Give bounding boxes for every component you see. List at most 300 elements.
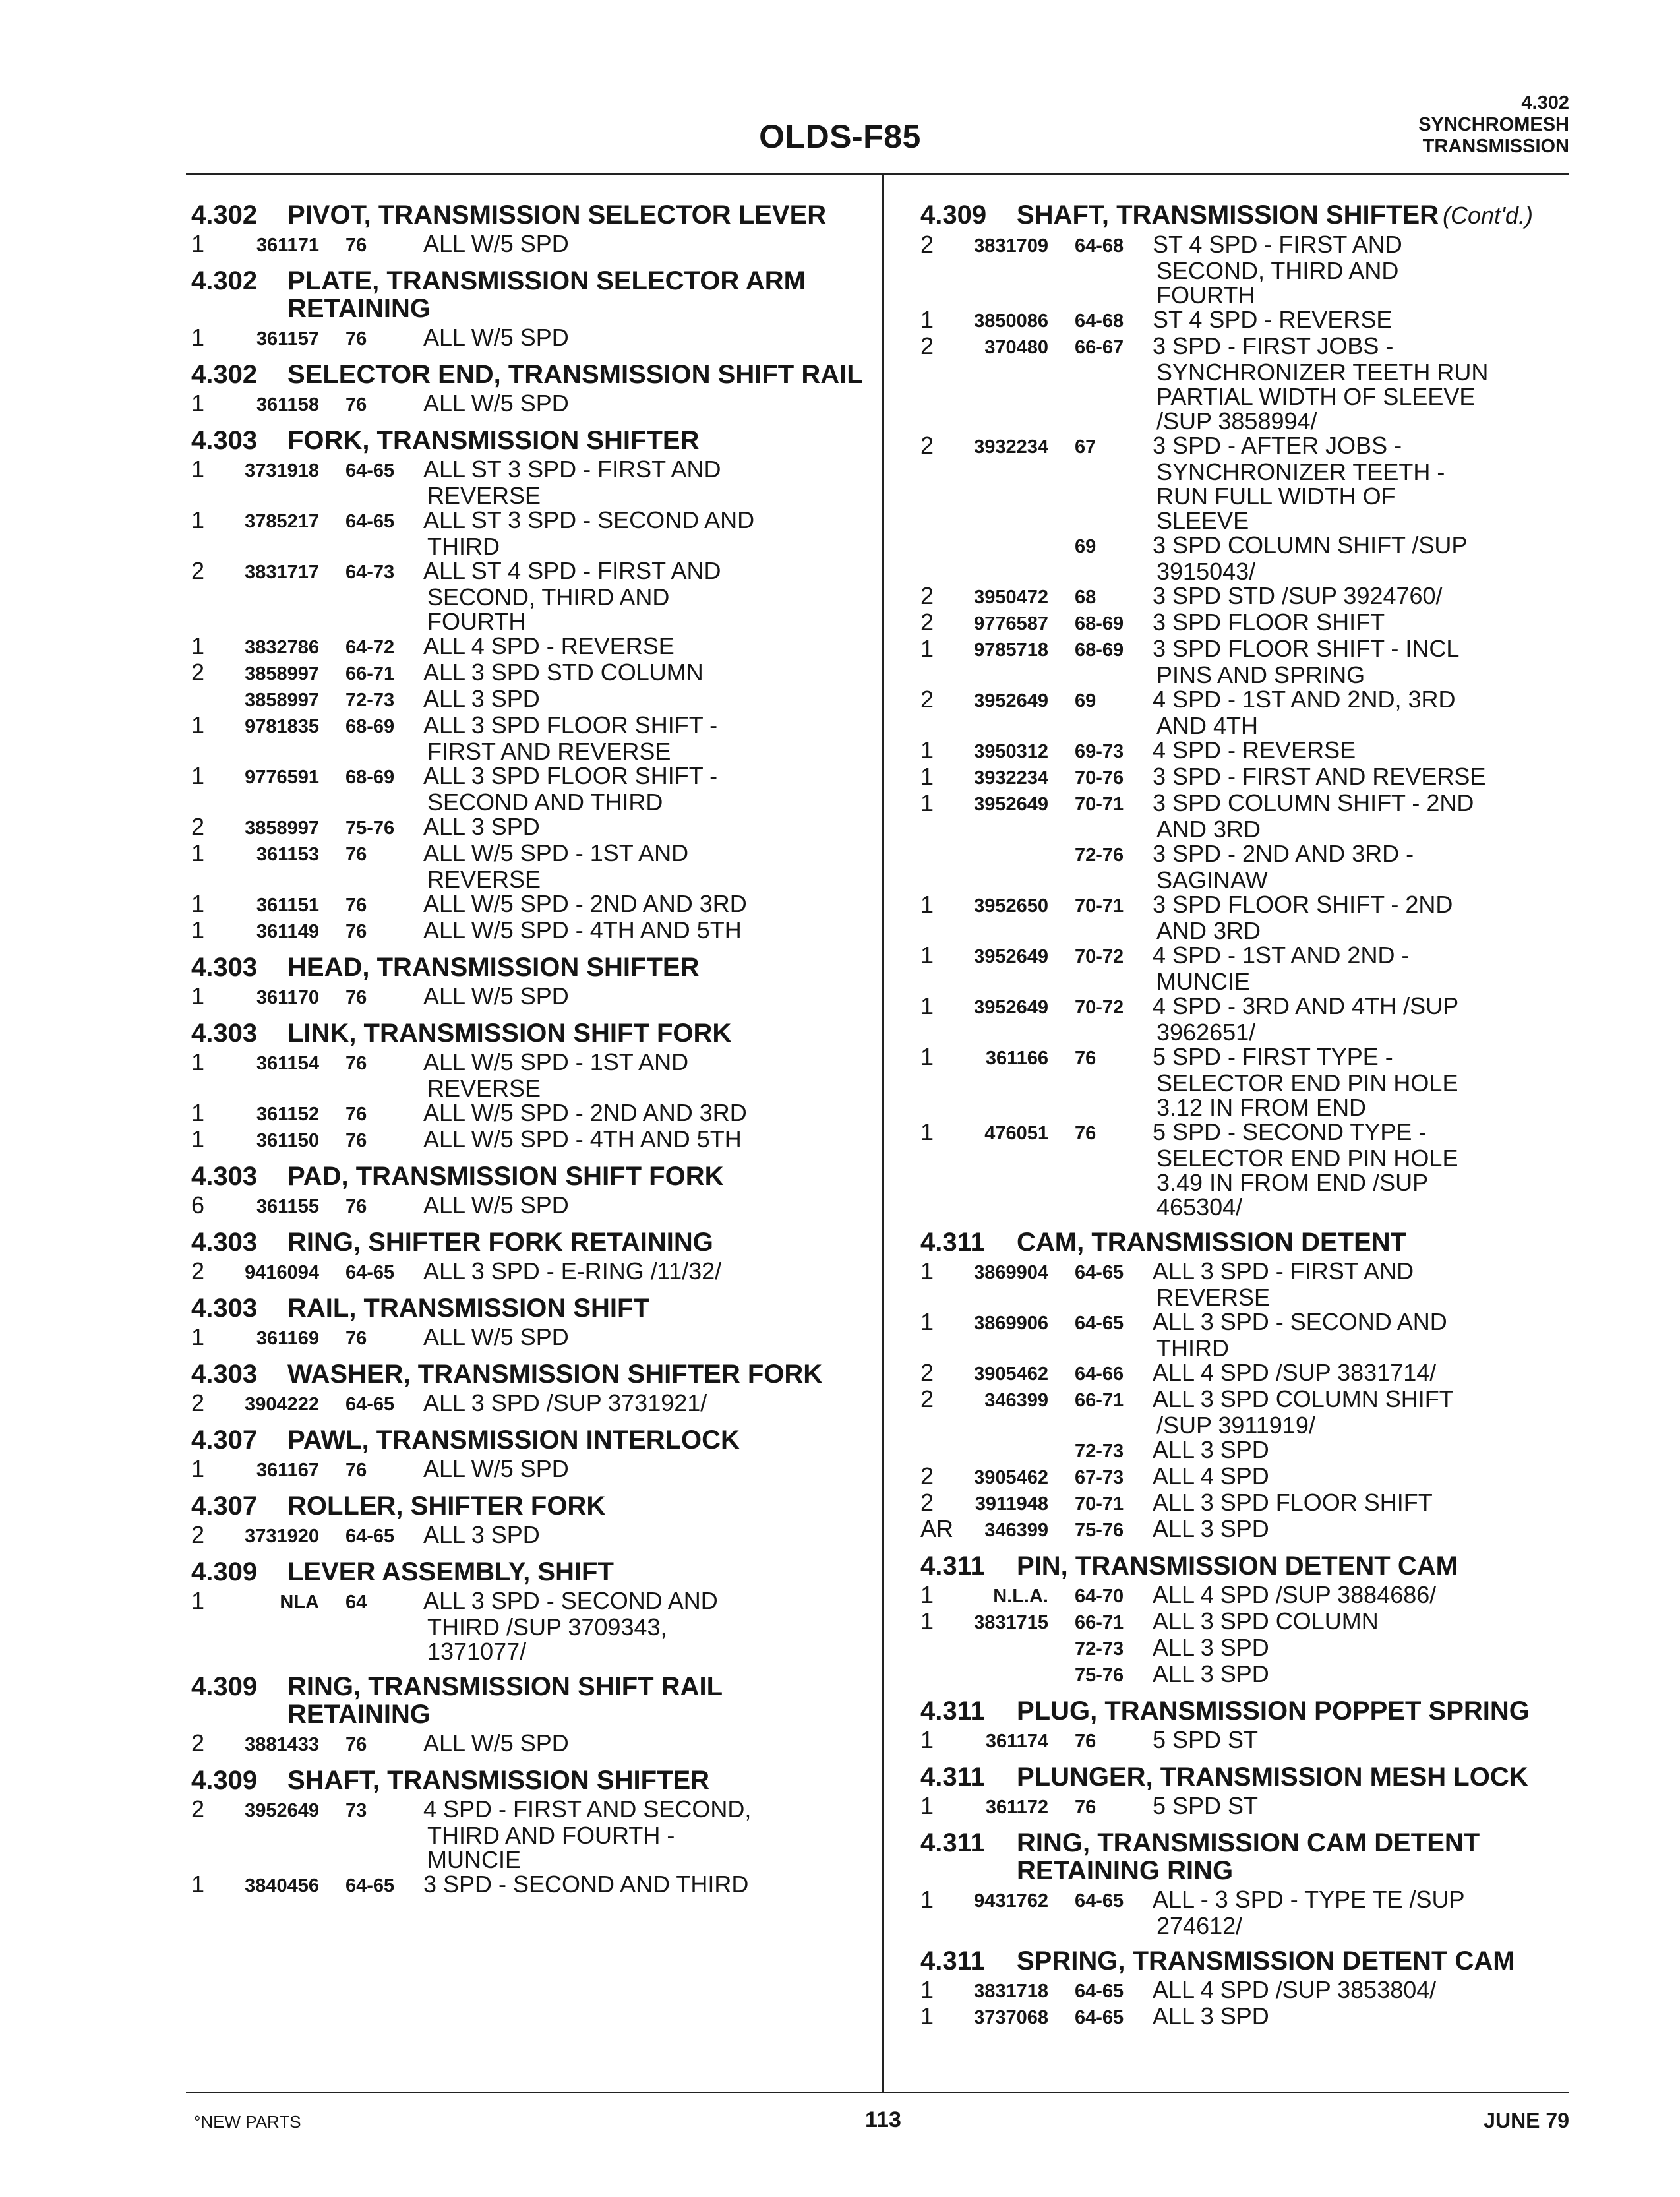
- part-row: [920, 1635, 1580, 1662]
- section-number: 4.311: [920, 1697, 985, 1726]
- part-row: [920, 1582, 1580, 1609]
- part-row: [191, 558, 864, 585]
- part-number-empty: [237, 790, 319, 814]
- part-description: ALL 4 SPD /SUP 3853804/: [1153, 1976, 1437, 2003]
- part-row: [920, 663, 1580, 687]
- section-title: [287, 1228, 864, 1256]
- part-number-empty: [967, 1913, 1048, 1938]
- part-row: [920, 1120, 1580, 1146]
- section-name-line-1: SYNCHROMESH: [1418, 114, 1569, 135]
- quantity: 1: [191, 711, 205, 738]
- part-description-continued: 3.49 IN FROM END /SUP: [1156, 1169, 1429, 1196]
- part-row: [920, 508, 1580, 533]
- part-description: 3 SPD - FIRST JOBS -: [1153, 332, 1394, 359]
- part-row: [920, 258, 1580, 283]
- part-row: [920, 994, 1580, 1020]
- part-row: [920, 1360, 1580, 1387]
- part-description: 4 SPD - 1ST AND 2ND, 3RD: [1153, 686, 1456, 713]
- part-row: [920, 1387, 1580, 1413]
- model-years-empty: [1048, 360, 1134, 384]
- part-description-continued: SELECTOR END PIN HOLE: [1156, 1145, 1458, 1172]
- part-number-empty: [237, 585, 319, 609]
- part-row: [920, 791, 1580, 817]
- quantity: 1: [191, 230, 205, 257]
- quantity-empty: [920, 969, 967, 994]
- part-row: [920, 460, 1580, 484]
- part-number-empty: [967, 713, 1048, 738]
- model-years: 68: [1075, 587, 1096, 608]
- part-description-continued: THIRD: [427, 533, 500, 560]
- section-title-text: LEVER ASSEMBLY, SHIFT: [287, 1557, 614, 1586]
- parts-section: [191, 1294, 864, 1351]
- model-years: 76: [345, 1196, 367, 1217]
- model-years: 70-76: [1075, 767, 1124, 789]
- section-title-text: SHAFT, TRANSMISSION SHIFTER: [1017, 200, 1439, 229]
- part-row: [920, 1071, 1580, 1095]
- section-heading: [920, 1228, 1580, 1256]
- part-description-continued: FIRST AND REVERSE: [427, 738, 671, 765]
- section-title: [287, 1162, 864, 1190]
- part-description: ALL 3 SPD: [1153, 1660, 1269, 1687]
- part-number-empty: [237, 1615, 319, 1639]
- part-number: 9431762: [974, 1890, 1048, 1911]
- section-title-text: RING, TRANSMISSION CAM DETENT RETAINING RING: [1017, 1828, 1480, 1885]
- part-number: 3831718: [974, 1981, 1048, 2002]
- part-number: 361150: [256, 1130, 319, 1151]
- quantity: 1: [920, 1308, 934, 1335]
- quantity-empty: [920, 258, 967, 283]
- parts-section: [191, 267, 864, 351]
- part-description: 3 SPD COLUMN SHIFT /SUP: [1153, 531, 1468, 558]
- part-number-empty: [967, 508, 1048, 533]
- part-row: [920, 232, 1580, 258]
- part-number: 3869906: [974, 1313, 1048, 1334]
- part-number-empty: [967, 384, 1048, 409]
- part-description: ALL 3 SPD - E-RING /11/32/: [423, 1257, 722, 1284]
- part-number: 361166: [985, 1048, 1048, 1069]
- part-number: 370480: [984, 337, 1048, 358]
- quantity: 1: [920, 942, 934, 969]
- part-number: 3950312: [974, 741, 1048, 762]
- part-number: 3904222: [245, 1394, 319, 1415]
- column-divider: [882, 173, 884, 2092]
- part-number: 3831717: [245, 562, 319, 583]
- part-number-empty: [237, 1823, 319, 1848]
- quantity-empty: [920, 283, 967, 307]
- part-row: [191, 1588, 864, 1615]
- section-title-text: PLATE, TRANSMISSION SELECTOR ARM RETAINING: [287, 266, 806, 323]
- quantity: 1: [191, 839, 205, 866]
- section-title: [1017, 1552, 1580, 1580]
- section-title-text: WASHER, TRANSMISSION SHIFTER FORK: [287, 1360, 823, 1389]
- section-number: 4.302: [191, 360, 258, 389]
- model-years: 64-65: [1075, 1981, 1124, 2002]
- quantity-empty: [191, 1823, 237, 1848]
- part-number-empty: [237, 739, 319, 764]
- section-number: 4.303: [191, 1019, 258, 1048]
- section-heading: [920, 1763, 1580, 1791]
- section-heading: [191, 1162, 864, 1190]
- section-number: 4.311: [920, 1551, 985, 1580]
- part-description: ALL 3 SPD COLUMN SHIFT: [1153, 1385, 1454, 1412]
- part-number: 9785718: [974, 640, 1048, 661]
- model-years: 76: [345, 987, 367, 1008]
- part-description: ALL 3 SPD: [1153, 1436, 1269, 1463]
- model-years: 67-73: [1075, 1467, 1124, 1488]
- part-number: 361171: [256, 235, 319, 256]
- quantity-empty: [920, 460, 967, 484]
- part-description: ALL 3 SPD FLOOR SHIFT -: [423, 711, 718, 738]
- model-years: 64-65: [1075, 1313, 1124, 1334]
- part-description: 5 SPD ST: [1153, 1726, 1259, 1753]
- model-years: 66-71: [345, 663, 395, 684]
- part-number: [967, 533, 1048, 559]
- quantity: 2: [191, 1795, 205, 1822]
- part-row: [920, 817, 1580, 841]
- section-title: [287, 1558, 864, 1586]
- right-column: [920, 201, 1580, 2037]
- quantity: 2: [191, 813, 205, 840]
- part-number: 361157: [256, 328, 319, 349]
- part-description: ALL - 3 SPD - TYPE TE /SUP: [1153, 1886, 1465, 1913]
- model-years-empty: [319, 739, 405, 764]
- quantity-empty: [191, 867, 237, 891]
- model-years-empty: [1048, 484, 1134, 508]
- part-description: ALL 3 SPD: [423, 813, 540, 840]
- model-years: 76: [345, 1460, 367, 1481]
- part-number: 361151: [256, 895, 319, 916]
- model-years: 66-67: [1075, 337, 1124, 358]
- quantity: 1: [191, 456, 205, 483]
- part-row: [920, 1977, 1580, 2004]
- section-title: [287, 361, 864, 388]
- part-row: [920, 738, 1580, 764]
- part-description: ALL 3 SPD - SECOND AND: [423, 1587, 718, 1614]
- part-description-continued: SLEEVE: [1156, 507, 1249, 534]
- model-years: 68-69: [345, 767, 395, 788]
- quantity: 1: [920, 891, 934, 918]
- quantity: 2: [920, 1385, 934, 1412]
- section-title: [287, 1360, 864, 1388]
- model-years: 69: [1075, 690, 1096, 711]
- model-years: 68-69: [1075, 640, 1124, 661]
- section-title-text: CAM, TRANSMISSION DETENT: [1017, 1228, 1407, 1257]
- quantity: [191, 686, 237, 713]
- part-number: 476051: [984, 1123, 1048, 1144]
- model-years-empty: [1048, 868, 1134, 892]
- model-years-empty: [1048, 283, 1134, 307]
- part-description-continued: REVERSE: [427, 1075, 541, 1102]
- section-number: 4.309: [191, 1766, 258, 1795]
- model-years: 76: [1075, 1048, 1096, 1069]
- part-number: 3932234: [974, 767, 1048, 789]
- model-years: 76: [345, 328, 367, 349]
- model-years-empty: [1048, 918, 1134, 943]
- model-years-empty: [319, 1823, 405, 1848]
- model-years: 64-66: [1075, 1364, 1124, 1385]
- part-description: 3 SPD - SECOND AND THIRD: [423, 1871, 749, 1898]
- model-years: 76: [1075, 1123, 1096, 1144]
- model-years-empty: [319, 1639, 405, 1664]
- model-years: 64-70: [1075, 1586, 1124, 1607]
- part-number: 3952649: [245, 1800, 319, 1821]
- part-number-empty: [967, 1285, 1048, 1309]
- part-number-empty: [967, 283, 1048, 307]
- part-row: [191, 814, 864, 841]
- part-row: [920, 943, 1580, 969]
- parts-section: [920, 1829, 1580, 1938]
- part-description-continued: SYNCHRONIZER TEETH -: [1156, 458, 1445, 485]
- part-row: [920, 892, 1580, 918]
- quantity-empty: [920, 1170, 967, 1195]
- quantity: [920, 841, 967, 868]
- model-years: 72-73: [345, 690, 395, 711]
- section-title-text: PLUG, TRANSMISSION POPPET SPRING: [1017, 1697, 1530, 1726]
- part-row: [920, 1095, 1580, 1120]
- part-description: ALL W/5 SPD - 2ND AND 3RD: [423, 1099, 747, 1126]
- part-number: 3737068: [974, 2007, 1048, 2028]
- part-description: ALL ST 3 SPD - SECOND AND: [423, 506, 755, 533]
- part-number-empty: [967, 1071, 1048, 1095]
- quantity: 1: [191, 1099, 205, 1126]
- part-row: [191, 891, 864, 918]
- parts-section: [191, 427, 864, 944]
- part-description-continued: SAGINAW: [1156, 866, 1268, 893]
- part-description: 3 SPD - FIRST AND REVERSE: [1153, 763, 1486, 790]
- part-description: ALL 3 SPD - SECOND AND: [1153, 1308, 1447, 1335]
- model-years-empty: [319, 609, 405, 634]
- section-title-text: PIVOT, TRANSMISSION SELECTOR LEVER: [287, 200, 827, 229]
- part-row: [920, 1517, 1580, 1543]
- model-years: 64-73: [345, 562, 395, 583]
- quantity: 1: [191, 506, 205, 533]
- part-row: [191, 1100, 864, 1127]
- section-title-text: RING, SHIFTER FORK RETAINING: [287, 1228, 713, 1257]
- part-row: [920, 1413, 1580, 1437]
- part-number: 361169: [256, 1328, 319, 1349]
- part-number-empty: [237, 1076, 319, 1100]
- part-description-continued: 274612/: [1156, 1912, 1243, 1939]
- section-title: [1017, 1697, 1580, 1725]
- part-row: [191, 483, 864, 508]
- part-number: [967, 1662, 1048, 1688]
- parts-section: [191, 1162, 864, 1219]
- quantity: 1: [920, 1976, 934, 2003]
- quantity-empty: [920, 1146, 967, 1170]
- part-description: ALL W/5 SPD: [423, 1455, 569, 1482]
- part-row: [191, 534, 864, 558]
- model-years-empty: [1048, 409, 1134, 433]
- section-heading: [920, 1552, 1580, 1580]
- model-years: 66-71: [1075, 1390, 1124, 1411]
- part-number: 3731920: [245, 1526, 319, 1547]
- model-years: 72-73: [1075, 1639, 1124, 1660]
- model-years: 64-65: [1075, 2007, 1124, 2028]
- part-description-continued: PARTIAL WIDTH OF SLEEVE: [1156, 383, 1476, 410]
- part-row: [191, 1848, 864, 1872]
- section-heading: [191, 1019, 864, 1047]
- section-number: 4.311: [920, 1762, 985, 1791]
- part-row: [920, 969, 1580, 994]
- part-description-continued: SECOND, THIRD AND: [427, 584, 670, 611]
- parts-section: [191, 1673, 864, 1757]
- part-number-empty: [967, 559, 1048, 584]
- model-years: 76: [345, 921, 367, 942]
- section-heading: [920, 1947, 1580, 1975]
- part-number: 3858997: [245, 690, 319, 711]
- part-row: [920, 1464, 1580, 1490]
- part-row: [191, 1797, 864, 1823]
- quantity-empty: [920, 918, 967, 943]
- section-name-line-2: TRANSMISSION: [1422, 136, 1569, 157]
- part-description: ALL W/5 SPD: [423, 1323, 569, 1350]
- part-description-continued: MUNCIE: [1156, 968, 1250, 995]
- part-description-continued: REVERSE: [427, 482, 541, 509]
- model-years-empty: [1048, 1913, 1134, 1938]
- section-heading: [191, 267, 864, 322]
- quantity: 1: [920, 992, 934, 1019]
- continued-label: (Cont'd.): [1443, 202, 1533, 229]
- part-number: [967, 1635, 1048, 1662]
- part-description: ALL 3 SPD FLOOR SHIFT -: [423, 762, 718, 789]
- part-row: [191, 686, 864, 713]
- parts-section: [191, 201, 864, 258]
- part-row: [191, 1639, 864, 1664]
- quantity-empty: [920, 663, 967, 687]
- model-years: 76: [345, 1053, 367, 1074]
- section-title-text: FORK, TRANSMISSION SHIFTER: [287, 426, 700, 455]
- part-row: [191, 764, 864, 790]
- model-years-empty: [1048, 1071, 1134, 1095]
- part-row: [920, 360, 1580, 384]
- part-row: [920, 1437, 1580, 1464]
- part-number: [967, 841, 1048, 868]
- section-title: [1017, 201, 1580, 229]
- part-number: 346399: [984, 1520, 1048, 1541]
- part-row: [191, 231, 864, 258]
- section-number: 4.303: [191, 1228, 258, 1257]
- section-title-text: LINK, TRANSMISSION SHIFT FORK: [287, 1019, 732, 1048]
- quantity: 1: [191, 324, 205, 351]
- section-title-text: RING, TRANSMISSION SHIFT RAIL RETAINING: [287, 1672, 723, 1729]
- quantity: 1: [191, 1455, 205, 1482]
- part-row: [920, 1020, 1580, 1044]
- quantity: 1: [920, 1118, 934, 1145]
- parts-section: [191, 1558, 864, 1664]
- part-row: [191, 1127, 864, 1153]
- part-description-continued: THIRD: [1156, 1335, 1229, 1362]
- quantity: 1: [191, 1126, 205, 1153]
- section-number: 4.309: [191, 1672, 258, 1701]
- part-number: 9416094: [245, 1262, 319, 1283]
- quantity-empty: [920, 559, 967, 584]
- section-heading: [191, 361, 864, 388]
- part-row: [920, 918, 1580, 943]
- model-years: 64-65: [345, 1394, 395, 1415]
- model-years-empty: [1048, 713, 1134, 738]
- part-description-continued: 1371077/: [427, 1638, 527, 1665]
- footer-note: °NEW PARTS: [194, 2112, 301, 2132]
- quantity: 2: [920, 1462, 934, 1490]
- part-row: [920, 868, 1580, 892]
- part-number: 3952650: [974, 895, 1048, 917]
- section-title: [287, 427, 864, 454]
- quantity: [920, 1437, 967, 1464]
- part-number: 361158: [256, 394, 319, 415]
- quantity: 1: [920, 1257, 934, 1284]
- model-years-empty: [319, 1615, 405, 1639]
- quantity: 2: [191, 1389, 205, 1416]
- part-description: ALL 3 SPD: [1153, 1515, 1269, 1542]
- part-number: 9776591: [245, 767, 319, 788]
- parts-section: [191, 361, 864, 417]
- quantity-empty: [920, 1095, 967, 1120]
- quantity-empty: [920, 1913, 967, 1938]
- part-number: 361174: [985, 1731, 1048, 1752]
- section-title-text: SHAFT, TRANSMISSION SHIFTER: [287, 1766, 710, 1795]
- model-years-empty: [1048, 460, 1134, 484]
- part-row: [920, 1146, 1580, 1170]
- publication-date: JUNE 79: [1484, 2109, 1569, 2132]
- section-title: [287, 1426, 864, 1454]
- quantity: 2: [920, 1489, 934, 1516]
- part-number: 361170: [256, 987, 319, 1008]
- part-row: [920, 764, 1580, 791]
- part-description-continued: /SUP 3858994/: [1156, 407, 1317, 435]
- part-row: [191, 1076, 864, 1100]
- section-heading: [191, 1673, 864, 1728]
- parts-section: [191, 1492, 864, 1549]
- model-years: 68-69: [1075, 613, 1124, 634]
- part-row: [920, 636, 1580, 663]
- model-years-empty: [1048, 1195, 1134, 1219]
- quantity: 2: [920, 231, 934, 258]
- section-heading: [191, 1766, 864, 1794]
- part-row: [920, 484, 1580, 508]
- part-description-continued: REVERSE: [427, 866, 541, 893]
- part-description: ALL 3 SPD - FIRST AND: [1153, 1257, 1414, 1284]
- section-number: 4.303: [191, 1360, 258, 1389]
- section-title: [287, 201, 864, 229]
- quantity: 1: [920, 1043, 934, 1070]
- quantity-empty: [191, 609, 237, 634]
- part-description-continued: SELECTOR END PIN HOLE: [1156, 1069, 1458, 1097]
- part-description: ALL W/5 SPD: [423, 982, 569, 1009]
- model-years: 76: [345, 394, 367, 415]
- model-years: 75-76: [1075, 1520, 1124, 1541]
- part-description-continued: MUNCIE: [427, 1846, 521, 1873]
- part-row: [920, 334, 1580, 360]
- part-description: ALL W/5 SPD - 4TH AND 5TH: [423, 1126, 742, 1153]
- part-number-empty: [967, 460, 1048, 484]
- model-years-empty: [1048, 1336, 1134, 1360]
- section-title: [1017, 1829, 1580, 1884]
- section-heading: [191, 1492, 864, 1520]
- part-description: 3 SPD - AFTER JOBS -: [1153, 432, 1402, 459]
- part-row: [920, 687, 1580, 713]
- section-number: 4.302: [191, 266, 258, 295]
- part-description-continued: THIRD AND FOURTH -: [427, 1822, 675, 1849]
- part-number: 3850086: [974, 311, 1048, 332]
- section-number: 4.309: [191, 1557, 258, 1586]
- quantity: 1: [920, 306, 934, 333]
- section-title-text: PIN, TRANSMISSION DETENT CAM: [1017, 1551, 1458, 1580]
- page-title: OLDS-F85: [759, 118, 921, 155]
- part-description-continued: THIRD /SUP 3709343,: [427, 1613, 667, 1640]
- model-years: 76: [345, 844, 367, 865]
- part-row: [191, 713, 864, 739]
- model-years: 69: [1075, 536, 1096, 557]
